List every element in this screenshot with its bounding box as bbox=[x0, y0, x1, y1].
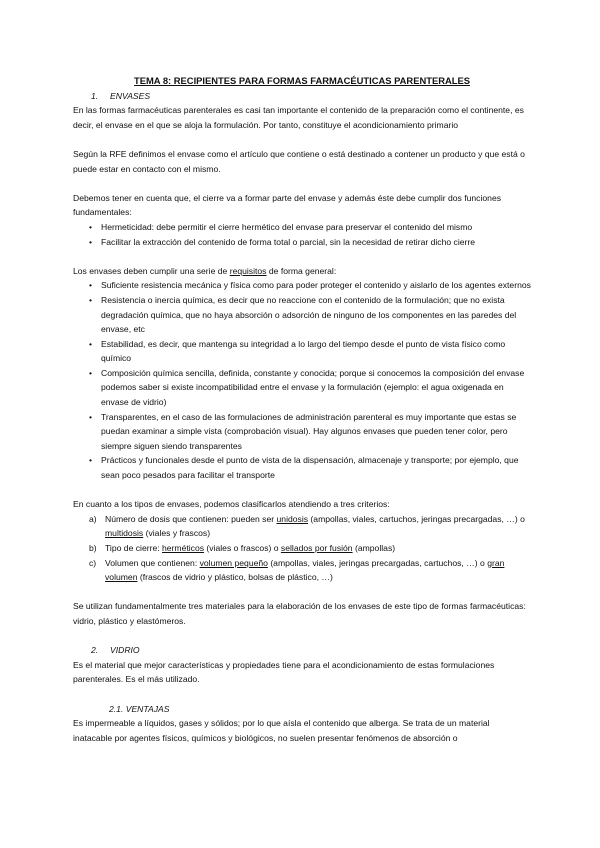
list-item: • Estabilidad, es decir, que mantenga su integridad a lo largo del tiempo desde el punto de vista físico como químico bbox=[73, 337, 531, 366]
text-span: Los envases deben cumplir una serie de bbox=[73, 265, 230, 276]
text-span: (ampollas) bbox=[352, 543, 396, 553]
paragraph: Es impermeable a líquidos, gases y sólidos; por lo que aísla el contenido que alberga. Se trata de un material inatacable por agentes físicos, químicos y biológicos, no suelen presentar fenómenos de absorción o bbox=[73, 718, 490, 743]
section-number: 1. bbox=[91, 90, 99, 101]
text-span: (ampollas, viales, cartuchos, jeringas precargadas, …) o bbox=[308, 513, 525, 524]
text-span: (viales y frascos) bbox=[143, 528, 211, 539]
subsection-heading: 2.1. VENTAJAS bbox=[109, 703, 170, 714]
list-item: • Prácticos y funcionales desde el punto de vista de la dispensación, almacenaje y transporte; por ejemplo, que sean poco pesados para facilitar el transporte bbox=[73, 453, 531, 482]
list-item: • Suficiente resistencia mecánica y física como para poder proteger el contenido y aislarlo de los agentes externos bbox=[73, 278, 531, 293]
list-item: • Facilitar la extracción del contenido de forma total o parcial, sin la necesidad de retirar dicho cierre bbox=[73, 235, 531, 250]
section-heading-vidrio bbox=[91, 643, 531, 658]
list-item: • Resistencia o inercia química, es decir que no reaccione con el contenido de la formulación; que no exista degradación química, que no haya absorción o adsorción de ninguno de los componentes en las paredes del envase, etc bbox=[73, 293, 531, 337]
paragraph: En cuanto a los tipos de envases, podemos clasificarlos atendiendo a tres criterios: bbox=[73, 499, 390, 510]
paragraph: Es el material que mejor características y propiedades tiene para el acondicionamiento de estas formulaciones parenterales. Es el más utilizado. bbox=[73, 659, 495, 685]
list-marker: a) bbox=[89, 513, 97, 524]
list-marker: b) bbox=[89, 543, 97, 553]
list-item: • Transparentes, en el caso de las formulaciones de administración parenteral es muy importante que estas se puedan examinar a simple vista (comprobación visual). Hay algunos envases que pueden tener color, pero siempre siguen siendo transparentes bbox=[73, 410, 531, 454]
paragraph: Se utilizan fundamentalmente tres materiales para la elaboración de los envases de este tipo de formas farmacéuticas: vidrio, plástico y elastómeros. bbox=[73, 601, 526, 626]
section-heading-envases bbox=[91, 89, 531, 104]
page-title: TEMA 8: RECIPIENTES PARA FORMAS FARMACÉUTICAS PARENTERALES bbox=[134, 75, 470, 86]
paragraph: En las formas farmacéuticas parenterales es casi tan importante el contenido de la preparación como el continente, es decir, el envase en el que se aloja la formulación. Por tanto, constituye el acondicionamiento primario bbox=[73, 105, 524, 130]
list-item bbox=[73, 556, 531, 585]
list-item bbox=[73, 541, 531, 556]
text-span: de forma general: bbox=[266, 265, 337, 276]
section-title: VIDRIO bbox=[110, 645, 140, 656]
list-item: • Hermeticidad: debe permitir el cierre hermético del envase para preservar el contenido del mismo bbox=[73, 220, 531, 235]
section-number: 2. bbox=[91, 645, 99, 656]
paragraph bbox=[73, 264, 531, 279]
text-span: (ampollas, viales, jeringas precargadas, cartuchos, …) o bbox=[267, 557, 488, 568]
text-span: (viales o frascos) o bbox=[204, 543, 281, 553]
paragraph: Debemos tener en cuenta que, el cierre va a formar parte del envase y además éste debe cumplir dos funciones fundamentales: bbox=[73, 192, 502, 218]
text-span: Número de dosis que contienen: pueden ser bbox=[105, 513, 277, 524]
underlined-term: gran volumen bbox=[105, 557, 505, 583]
underlined-term: herméticos bbox=[162, 543, 205, 553]
paragraph: Según la RFE definimos el envase como el artículo que contiene o está destinado a contener un producto y que está o puede estar en contacto con el mismo. bbox=[73, 148, 525, 174]
document-content bbox=[73, 74, 531, 745]
underlined-term: multidosis bbox=[105, 528, 144, 539]
list-marker: c) bbox=[89, 557, 97, 568]
requirements-list bbox=[73, 278, 531, 482]
list-item: • Composición química sencilla, definida, constante y conocida; porque si conocemos la composición del envase podemos saber si existe incompatibilidad entre el envase y la formulación (ejemplo: el agua oxigenada en envase de vidrio) bbox=[73, 366, 531, 410]
underlined-term: sellados por fusión bbox=[280, 543, 353, 553]
section-title: ENVASES bbox=[110, 90, 151, 101]
text-span: Tipo de cierre: bbox=[105, 543, 162, 553]
underlined-term: volumen pequeño bbox=[199, 557, 268, 568]
underlined-term: requisitos bbox=[229, 265, 267, 276]
underlined-term: unidosis bbox=[276, 513, 309, 524]
text-span: (frascos de vidrio y plástico, bolsas de plástico, …) bbox=[137, 572, 333, 583]
functions-list bbox=[73, 220, 531, 249]
text-span: Volumen que contienen: bbox=[105, 557, 200, 568]
list-item bbox=[73, 512, 531, 541]
types-list bbox=[73, 512, 531, 585]
